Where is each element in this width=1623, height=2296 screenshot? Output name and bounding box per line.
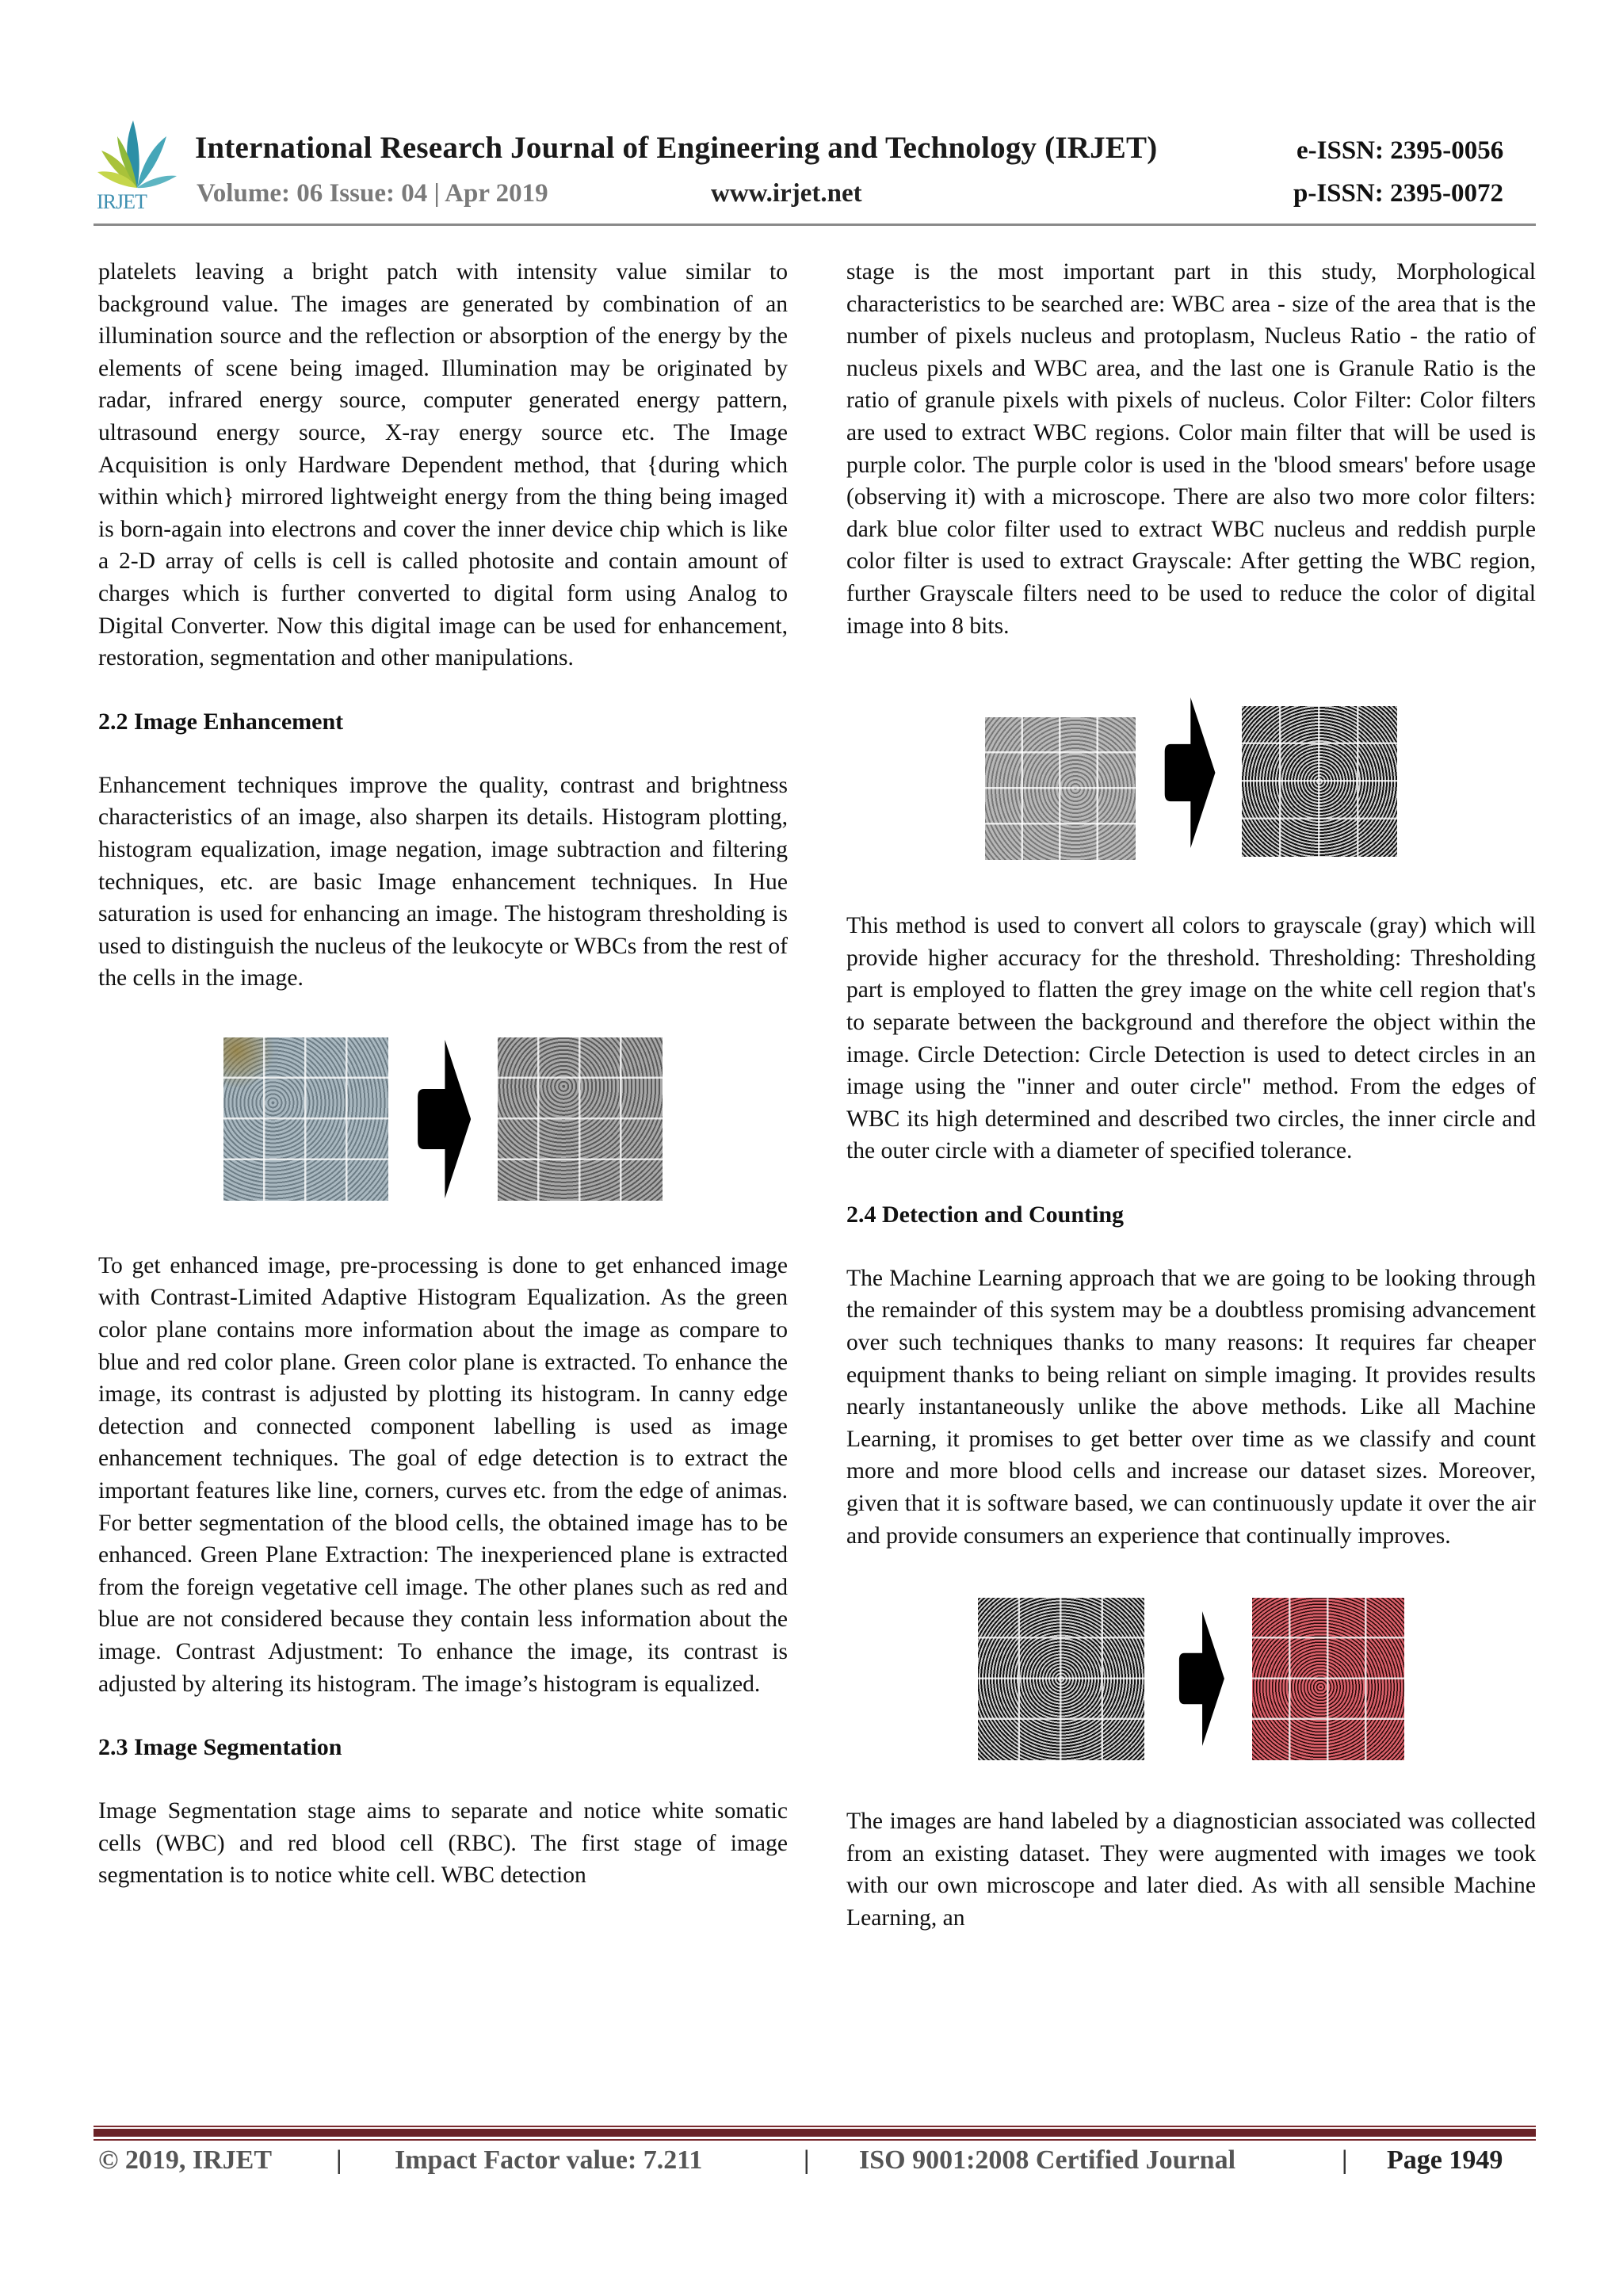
- blood-smear-grayscale-image: [985, 717, 1136, 860]
- irjet-logo: [94, 113, 181, 216]
- paragraph: platelets leaving a bright patch with intensity value similar to background value. The images are generated by combination of an illumination source and the reflection or absorption of the energy by the elements of scene being imaged. Illumination may be originated by radar, infrared energy source, computer generated energy pattern, ultrasound energy source, X-ray energy source etc. The Image Acquisition is only Hardware Dependent method, that {during which within which} mirrored lightweight energy from the thing being imaged is born-again into electrons and cover the inner device chip which is like a 2-D array of cells is cell is called photosite and contain amount of charges which is further converted to digital form using Analog to Digital Converter. Now this digital image can be used for enhancement, restoration, segmentation and other manipulations.: [98, 259, 788, 671]
- left-column: [98, 256, 788, 1892]
- journal-title: International Research Journal of Engineering and Technology (IRJET): [195, 131, 1158, 165]
- blood-smear-detected-red-image: [1252, 1598, 1404, 1760]
- paragraph: stage is the most important part in this study, Morphological characteristics to be searched are: WBC area - size of the area that is the number of pixels nucleus and protoplasm, Nucleus Ratio - the ratio of nucleus pixels and WBC area, and the last one is Granule Ratio is the ratio of granule pixels with pixels of nucleus. Color Filter: Color filters are used to extract WBC regions. Color main filter that will be used is purple color. The purple color is used in the 'blood smears' before usage (observing it) with a microscope. There are also two more color filters: dark blue color filter used to extract WBC nucleus and reddish purple color filter is used to extract Grayscale: After getting the WBC region, further Grayscale filters need to be used to reduce the color of digital image into 8 bits.: [846, 259, 1536, 639]
- footer-iso-certification: ISO 9001:2008 Certified Journal: [859, 2145, 1236, 2175]
- paragraph: Image Segmentation stage aims to separate and notice white somatic cells (WBC) and red blood cell (RBC). The first stage of image segmentation is to notice white cell. WBC detection: [98, 1798, 788, 1889]
- figure-detection: [846, 1568, 1536, 1790]
- blood-smear-color-image: [223, 1037, 388, 1201]
- header-divider: [94, 223, 1536, 226]
- logo-text: IRJET: [97, 190, 147, 213]
- website-link[interactable]: www.irjet.net: [711, 179, 862, 208]
- footer-divider-thin: [94, 2139, 1536, 2141]
- paragraph: The Machine Learning approach that we are going to be looking through the remainder of this system may be a doubtless promising advancement over such techniques thanks to many reasons: It requires far cheaper equipment thanks to being reliant on simple imaging. It provides results nearly instantaneously unlike the above methods. Like all Machine Learning, it promises to get better over time as we classify and count more and more blood cells and increase our dataset sizes. Moreover, given that it is software based, we can continuously update it over the air and provide consumers an experience that continually improves.: [846, 1265, 1536, 1549]
- blood-smear-thresholded-image: [1242, 706, 1397, 857]
- right-arrow-icon: [1161, 697, 1216, 848]
- pissn: p-ISSN: 2395-0072: [1293, 179, 1503, 208]
- figure-grayscale: [846, 658, 1536, 888]
- footer-divider: [94, 2129, 1536, 2137]
- paragraph: Enhancement techniques improve the quality, contrast and brightness characteristics of an image, also sharpen its details. Histogram plotting, histogram equalization, image negation, image subtraction and filtering techniques, etc. are basic Image enhancement techniques. In Hue saturation is used for enhancing an image. The histogram thresholding is used to distinguish the nucleus of the leukocyte or WBCs from the rest of the cells in the image.: [98, 772, 788, 991]
- footer-divider-thin: [94, 2126, 1536, 2127]
- eissn: e-ISSN: 2395-0056: [1296, 136, 1504, 165]
- footer-separator: |: [336, 2145, 342, 2175]
- footer-impact-factor: Impact Factor value: 7.211: [395, 2145, 703, 2175]
- footer-separator: |: [1342, 2145, 1348, 2175]
- right-column: [846, 256, 1536, 1935]
- right-arrow-icon: [1173, 1611, 1228, 1746]
- section-heading-2-2: 2.2 Image Enhancement: [98, 708, 344, 735]
- section-heading-2-3: 2.3 Image Segmentation: [98, 1734, 342, 1761]
- paragraph: To get enhanced image, pre-processing is done to get enhanced image with Contrast-Limited Adaptive Histogram Equalization. As the green color plane contains more information about the image as compare to blue and red color plane. Green color plane is extracted. To enhance the image, its contrast is adjusted by plotting its histogram. In canny edge detection and connected component labelling is used as image enhancement techniques. The goal of edge detection is to extract the important features like line, corners, curves etc. from the edge of animas. For better segmentation of the blood cells, the obtained image has to be enhanced. Green Plane Extraction: The inexperienced plane is extracted from the foreign vegetative cell image. The other planes such as red and blue are not considered because they contain less information about the image. Contrast Adjustment: To enhance the image, its contrast is adjusted by altering its histogram. The image’s histogram is equalized.: [98, 1252, 788, 1697]
- paragraph: The images are hand labeled by a diagnostician associated was collected from an existing dataset. They were augmented with images we took with our own microscope and later died. As with all sensible Machine Learning, an: [846, 1809, 1536, 1931]
- footer-page-number: Page 1949: [1387, 2145, 1503, 2175]
- blood-smear-grayscale-image: [498, 1037, 663, 1201]
- figure-enhancement: [98, 1004, 788, 1234]
- paragraph: This method is used to convert all colors to grayscale (gray) which will provide higher accuracy for the threshold. Thresholding: Thresholding part is employed to flatten the grey image on the white cell region that's to separate between the background and therefore the object within the image. Circle Detection: Circle Detection is used to detect circles in an image using the "inner and outer circle" method. From the edges of WBC its high determined and described two circles, the inner circle and the outer circle with a diameter of specified tolerance.: [846, 913, 1536, 1164]
- right-arrow-icon: [415, 1040, 471, 1198]
- volume-issue: Volume: 06 Issue: 04 | Apr 2019: [197, 179, 548, 208]
- blood-smear-thresholded-image: [978, 1598, 1144, 1760]
- footer-copyright: © 2019, IRJET: [98, 2145, 273, 2175]
- footer-separator: |: [804, 2145, 810, 2175]
- section-heading-2-4: 2.4 Detection and Counting: [846, 1201, 1125, 1228]
